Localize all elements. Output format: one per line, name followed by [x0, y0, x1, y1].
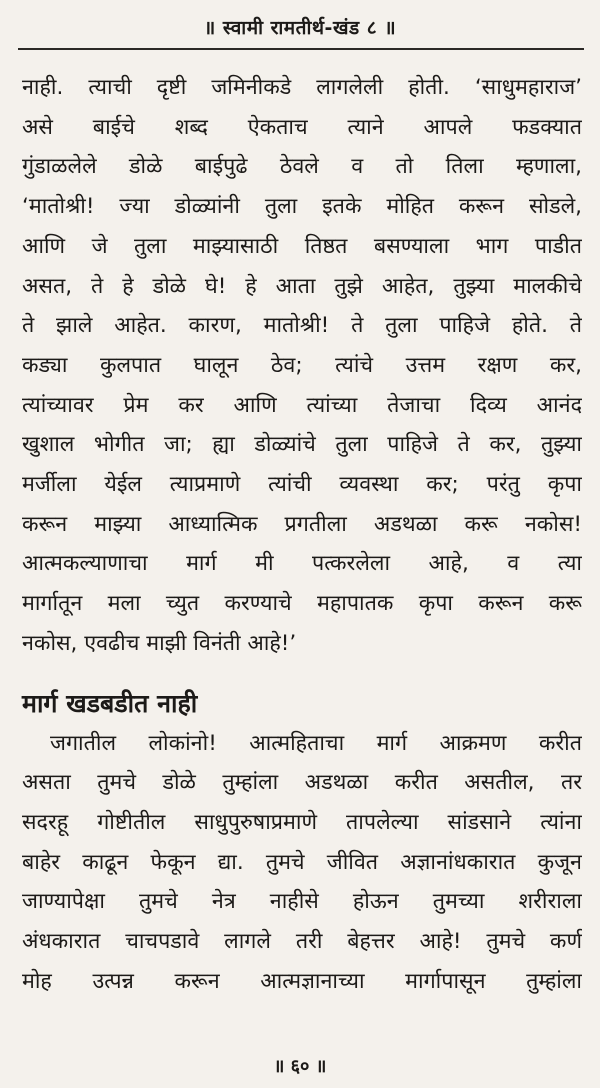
- page-number: ॥ ६० ॥: [273, 1056, 327, 1077]
- text-line: जगातील लोकांनो! आत्महिताचा मार्ग आक्रमण करीत: [50, 730, 582, 756]
- text-line: बाहेर काढून फेकून द्या. तुमचे जीवित अज्ञानांधकारात कुजून: [22, 849, 582, 875]
- page-body: [22, 68, 582, 1001]
- text-line: मर्जीला येईल त्याप्रमाणे त्यांची व्यवस्था कर; परंतु कृपा: [22, 472, 582, 498]
- text-line: त्यांच्यावर प्रेम कर आणि त्यांच्या तेजाचा दिव्य आनंद: [22, 392, 582, 418]
- text-line: असत, ते हे डोळे घे! हे आता तुझे आहेत, तुझ्या मालकीचे: [22, 273, 582, 299]
- text-line: करून माझ्या आध्यात्मिक प्रगतीला अडथळा करू नकोस!: [22, 511, 582, 537]
- text-line: अंधकारात चाचपडावे लागले तरी बेहत्तर आहे! तुमचे कर्ण: [22, 929, 582, 955]
- text-line: आत्मकल्याणाचा मार्ग मी पत्करलेला आहे, व त्या: [22, 551, 582, 577]
- text-line: ते झाले आहेत. कारण, मातोश्री! ते तुला पाहिजे होते. ते: [22, 313, 582, 339]
- text-line: असता तुमचे डोळे तुम्हांला अडथळा करीत असतील, तर: [22, 770, 582, 796]
- text-line: गुंडाळलेले डोळे बाईपुढे ठेवले व तो तिला म्हणाला,: [22, 154, 582, 180]
- text-line: खुशाल भोगीत जा; ह्या डोळ्यांचे तुला पाहिजे ते कर, तुझ्या: [22, 432, 582, 458]
- header-rule: [18, 48, 584, 50]
- text-line: नकोस, एवढीच माझी विनंती आहे!’: [22, 630, 297, 656]
- paragraph-2: [22, 724, 582, 1002]
- text-line: नाही. त्याची दृष्टी जमिनीकडे लागलेली होती. ‘साधुमहाराज’: [22, 75, 582, 100]
- text-line: आणि जे तुला माझ्यासाठी तिष्ठत बसण्याला भाग पाडीत: [22, 233, 582, 259]
- text-line: मोह उत्पन्न करून आत्मज्ञानाच्या मार्गापासून तुम्हांला: [22, 968, 582, 994]
- section-heading: मार्ग खडबडीत नाही: [22, 688, 198, 718]
- running-header: ॥ स्वामी रामतीर्थ-खंड ८ ॥: [203, 17, 397, 39]
- paragraph-1: [22, 68, 582, 664]
- text-line: कड्या कुलपात घालून ठेव; त्यांचे उत्तम रक्षण कर,: [22, 352, 582, 378]
- text-line: मार्गातून मला च्युत करण्याचे महापातक कृपा करून करू: [22, 591, 582, 617]
- text-line: असे बाईचे शब्द ऐकताच त्याने आपले फडक्यात: [22, 114, 582, 140]
- text-line: ‘मातोश्री! ज्या डोळ्यांनी तुला इतके मोहित करून सोडले,: [22, 194, 582, 220]
- text-line: जाण्यापेक्षा तुमचे नेत्र नाहीसे होऊन तुमच्या शरीराला: [22, 889, 582, 915]
- text-line: सदरहू गोष्टीतील साधुपुरुषाप्रमाणे तापलेल्या सांडसाने त्यांना: [22, 809, 582, 835]
